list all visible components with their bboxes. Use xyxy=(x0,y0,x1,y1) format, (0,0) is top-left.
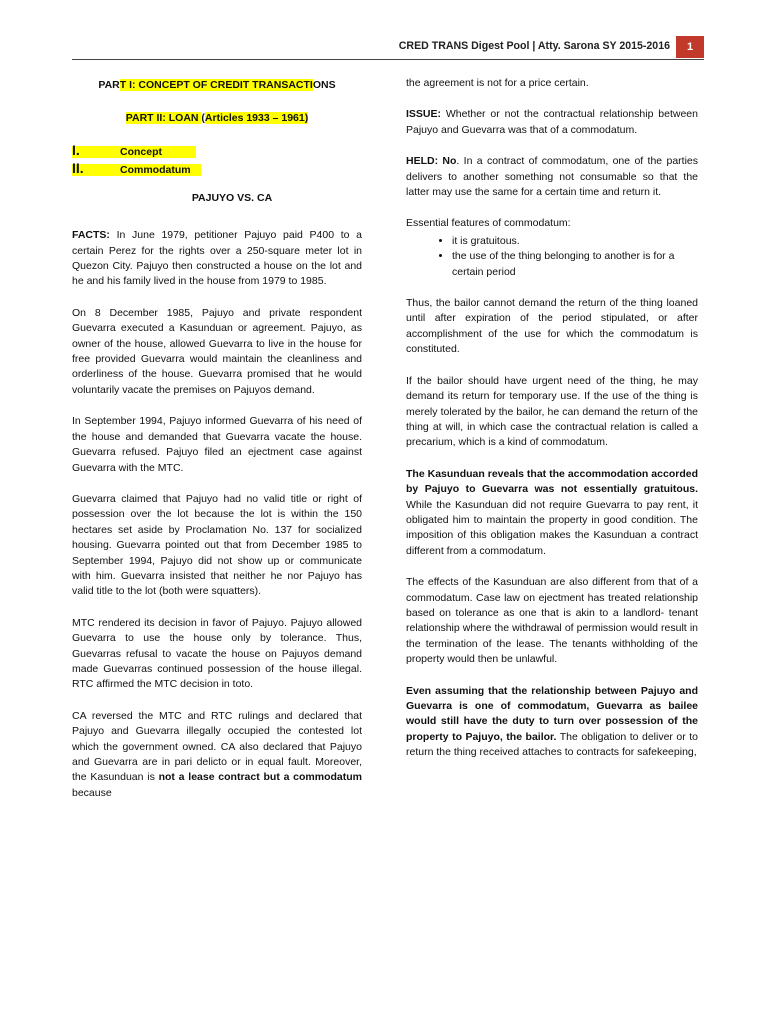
outline-item-commodatum: II. Commodatum xyxy=(72,161,362,177)
bailor-paragraph: Thus, the bailor cannot demand the return of the thing loaned until after expiration of the period stipulated, or after accomplishment of the use for which the commodatum is constituted. xyxy=(406,297,698,356)
mtc-decision-paragraph: MTC rendered its decision in favor of Pajuyo. Pajuyo allowed Guevarra to use the house only by tolerance. Thus, Guevarras refusal to vacate the house on Pajuyos demand made Guevarras continued possession of the house illegal. RTC affirmed the MTC decision in toto. xyxy=(72,616,362,691)
demand-paragraph: In September 1994, Pajuyo informed Guevarra of his need of the house and demanded that Guevarra vacate the house. Guevarra refused. Pajuyo filed an ejectment case against Guevarra with the MTC. xyxy=(72,415,362,474)
facts-paragraph: FACTS: In June 1979, petitioner Pajuyo paid P400 to a certain Perez for the rights over a 250-square meter lot in Quezon City. Pajuyo then constructed a house on the lot and he and his family lived in the house from 1979 to 1985. xyxy=(72,229,362,288)
page-number-badge: 1 xyxy=(676,36,704,58)
guevarra-claim-paragraph: Guevarra claimed that Pajuyo had no valid title or right of possession over the lot because the lot is within the 150 hectares set aside by Proclamation No. 137 for socialized housing. Guevarra pointed out that from December 1985 to September 1994, Pajuyo did not show up or communicate with him. Guevarra insisted that neither he nor Pajuyo has valid title to the lot (both were squatters). xyxy=(72,492,362,598)
issue-paragraph: ISSUE: Whether or not the contractual relationship between Pajuyo and Guevarra was that of a commodatum. xyxy=(406,108,698,136)
list-item: • it is gratuitous. xyxy=(452,234,698,249)
header-divider xyxy=(72,59,704,60)
precarium-paragraph: If the bailor should have urgent need of the thing, he may demand its return for temporary use. If the use of the thing is merely tolerated by the bailor, he can demand the return of the thing at will, in which case the contractual relation is called a precarium, which is a kind of commodatum. xyxy=(406,374,698,449)
essential-features-list xyxy=(406,234,698,280)
kasunduan-analysis-paragraph: The Kasunduan reveals that the accommodation accorded by Pajuyo to Guevarra was not essentially gratuitous. While the Kasunduan did not require Guevarra to pay rent, it obligated him to maintain the property in good condition. The imposition of this obligation makes the Kasunduan a contract different from a commodatum. xyxy=(406,467,698,557)
continued-paragraph: the agreement is not for a price certain. xyxy=(406,77,589,89)
held-paragraph: HELD: No. In a contract of commodatum, one of the parties delivers to another something not consumable so that the latter may use the same for a certain time and return it. xyxy=(406,155,698,199)
essential-features-title: Essential features of commodatum: xyxy=(406,217,571,230)
header-title: CRED TRANS Digest Pool | Atty. Sarona SY 2015-2016 xyxy=(398,40,670,52)
list-item: • the use of the thing belonging to another is for a certain period xyxy=(452,249,698,280)
ca-decision-paragraph: CA reversed the MTC and RTC rulings and declared that Pajuyo and Guevarra illegally occupied the contested lot which the government owned. CA also declared that Pajuyo and Guevarra are in pari delicto or in equal fault. Moreover, the Kasunduan is not a lease contract but a commodatum because xyxy=(72,709,363,799)
page-header xyxy=(72,36,704,60)
outline-item-concept: I. Concept xyxy=(72,143,362,159)
case-title: PAJUYO VS. CA xyxy=(191,191,273,204)
part1-heading: PART I: CONCEPT OF CREDIT TRANSACTIONS xyxy=(98,79,336,91)
part2-heading: PART II: LOAN (Articles 1933 – 1961) xyxy=(125,112,309,125)
left-column xyxy=(72,76,362,817)
bailee-paragraph: Even assuming that the relationship between Pajuyo and Guevarra is one of commodatum, Guevarra as bailee would still have the duty to turn over possession of the property to Pajuyo, the bailor. The obligation to deliver or to return the thing received attaches to contracts for safekeeping, xyxy=(406,684,698,759)
right-column xyxy=(406,76,698,777)
kasunduan-paragraph: On 8 December 1985, Pajuyo and private respondent Guevarra executed a Kasunduan or agreement. Pajuyo, as owner of the house, allowed Guevarra to live in the house for free provided Guevarra would maintain the cleanliness and orderliness of the house. Guevarra promised that he would voluntarily vacate the premises on Pajuyos demand. xyxy=(72,306,362,396)
outline-list xyxy=(72,143,362,177)
effects-paragraph: The effects of the Kasunduan are also different from that of a commodatum. Case law on ejectment has treated relationship based on tolerance as one that is akin to a landlord- tenant relationship where the withdrawal of permission would result in the termination of the lease. The tenants withholding of the property would then be unlawful. xyxy=(406,576,698,666)
